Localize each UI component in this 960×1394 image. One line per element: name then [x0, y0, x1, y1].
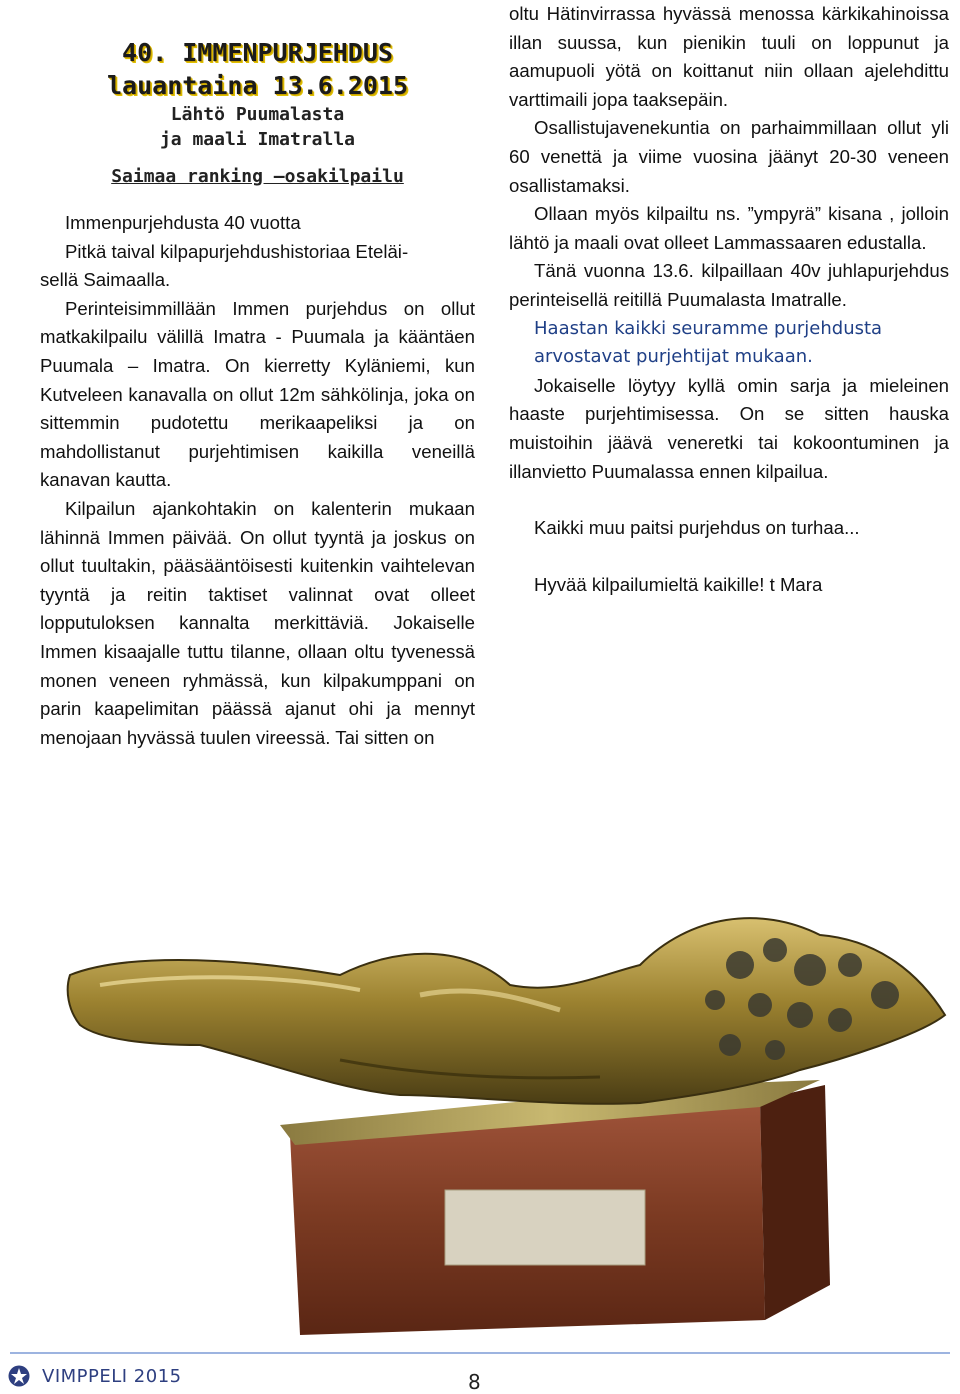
page-number: 8	[468, 1370, 481, 1394]
paragraph: Tänä vuonna 13.6. kilpaillaan 40v juhlapurjehdus perinteisellä reitillä Puumalasta Imatralle.	[509, 260, 949, 310]
right-column	[509, 0, 949, 599]
subtitle-line1: Lähtö Puumalasta	[170, 104, 345, 125]
page-title-line2: lauantaina 13.6.2015	[106, 71, 409, 100]
paragraph: oltu Hätinvirrassa hyvässä menossa kärkikahinoissa illan suussa, kun pienikin tuuli on loppunut ja aamupuoli yötä on koittanut niin ollaan ajelehdittu varttimaili jopa taaksepäin.	[509, 3, 949, 110]
paragraph: Ollaan myös kilpailtu ns. ”ympyrä” kisana , jolloin lähtö ja maali ovat olleet Lammassaaren edustalla.	[509, 203, 949, 253]
paragraph: Kilpailun ajankohtakin on kalenterin mukaan lähinnä Immen päivää. On ollut tyyntä ja joskus on ollut tuultakin, pääsääntöisesti kuitenkin vaihtelevan tyyntä ja reitin taktiset valinnat ovat olleet lopputuloksen kannalta merkittäviä. Jokaiselle Immen kisaajalle tuttu tilanne, ollaan oltu tyvenessä monen veneen ryhmässä, kun kilpakumppani on parin kaapelimitan päässä ajanut ohi ja mennyt menojaan hyvässä tuulen vireessä. Tai sitten on	[40, 497, 475, 748]
left-body	[40, 209, 475, 752]
footer-divider	[10, 1352, 950, 1354]
closing-line: Kaikki muu paitsi purjehdus on turhaa...	[534, 517, 860, 539]
signature-line: Hyvää kilpailumieltä kaikille! t Mara	[534, 573, 823, 595]
paragraph: Jokaiselle löytyy kyllä omin sarja ja mieleinen haaste purjehtimisessa. On se sitten hauska muistoihin jäävä veneretki tai kokoontuminen ja illanvietto Puumalassa ennen kilpailua.	[509, 374, 949, 482]
page-title-line1: 40. IMMENPURJEHDUS	[122, 38, 393, 67]
ranking-heading: Saimaa ranking –osakilpailu	[111, 166, 404, 187]
trophy-photo	[40, 845, 950, 1340]
paragraph: Perinteisimmillään Immen purjehdus on ollut matkakilpailu välillä Imatra - Puumala ja kääntäen Puumala – Imatra. On kierretty Kyläniemi, kun Kutveleen kanavalla on ollut 12m sähkölinja, joka on sittemmin pudotettu merikaapeliksi ja on mahdollistanut purjehtimisen kaikilla veneillä kanavan kautta.	[40, 297, 475, 491]
intro-line: sellä Saimaalla.	[40, 269, 171, 291]
intro-line: Pitkä taival kilpapurjehdushistoriaa Eteläi-	[65, 240, 409, 262]
paragraph: Osallistujavenekuntia on parhaimmillaan ollut yli 60 venettä ja viime vuosina jäänyt 20-30 veneen osallistamaksi.	[509, 117, 949, 196]
subtitle-line2: ja maali Imatralla	[159, 129, 356, 150]
highlight-text: Haastan kaikki seuramme purjehdusta arvostavat purjehtijat mukaan.	[534, 317, 883, 368]
intro-line: Immenpurjehdusta 40 vuotta	[65, 212, 301, 233]
star-logo-icon	[8, 1365, 30, 1387]
left-column	[40, 36, 475, 752]
footer-title: VIMPPELI 2015	[42, 1366, 182, 1387]
